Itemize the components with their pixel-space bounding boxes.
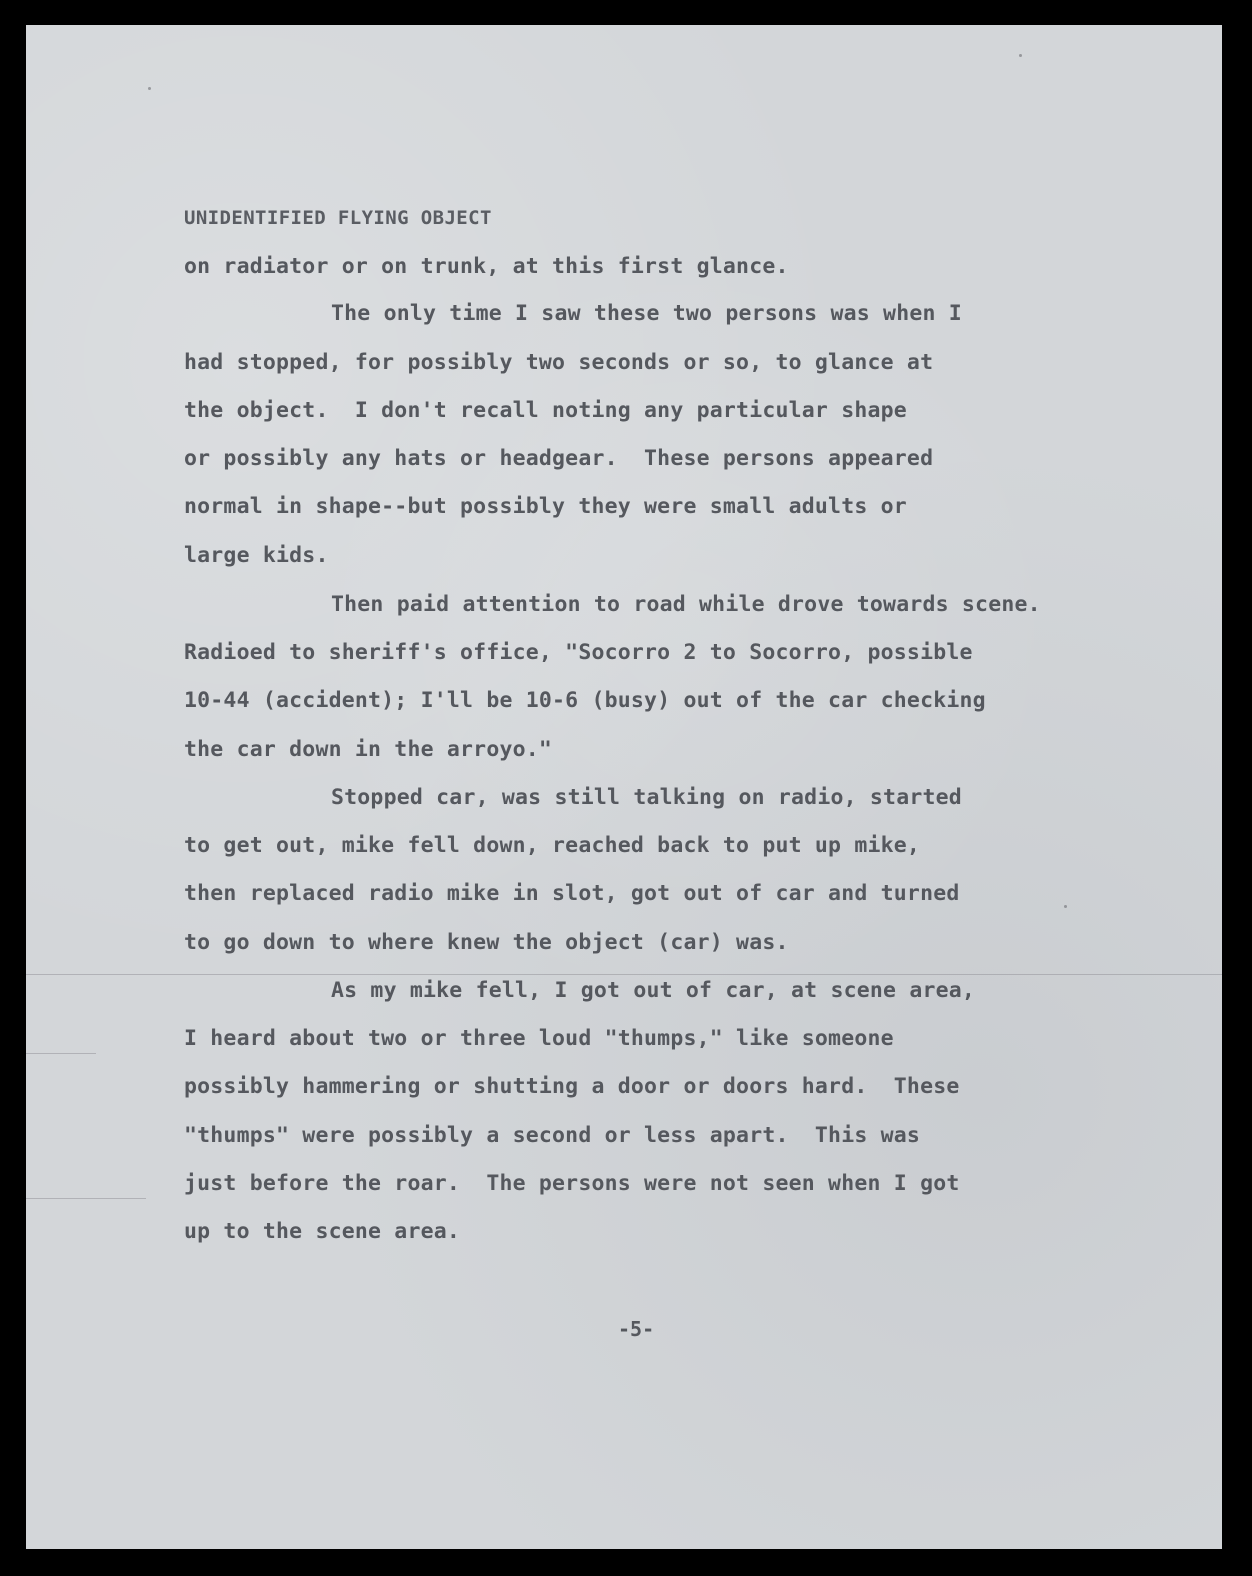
text-line: Then paid attention to road while drove towards scene. xyxy=(331,592,1041,617)
document-page xyxy=(26,25,1222,1549)
text-line: "thumps" were possibly a second or less apart. This was xyxy=(184,1123,921,1148)
text-line: then replaced radio mike in slot, got out of car and turned xyxy=(184,881,960,906)
paper-speck xyxy=(148,87,151,90)
paper-speck xyxy=(1019,54,1022,57)
text-line: on radiator or on trunk, at this first glance. xyxy=(184,254,789,279)
text-line: the car down in the arroyo." xyxy=(184,737,553,762)
text-line: the object. I don't recall noting any particular shape xyxy=(184,398,907,423)
fold-line-upper xyxy=(26,974,1222,975)
document-heading: UNIDENTIFIED FLYING OBJECT xyxy=(184,207,492,229)
text-line: just before the roar. The persons were not seen when I got xyxy=(184,1171,960,1196)
text-line: normal in shape--but possibly they were small adults or xyxy=(184,494,907,519)
fold-line-left-b xyxy=(26,1198,146,1199)
page-number: -5- xyxy=(618,1317,655,1341)
text-line: The only time I saw these two persons was when I xyxy=(331,301,962,326)
text-line: 10-44 (accident); I'll be 10-6 (busy) out of the car checking xyxy=(184,688,986,713)
text-line: had stopped, for possibly two seconds or so, to glance at xyxy=(184,350,934,375)
text-line: Radioed to sheriff's office, "Socorro 2 to Socorro, possible xyxy=(184,640,973,665)
text-line: possibly hammering or shutting a door or doors hard. These xyxy=(184,1074,960,1099)
text-line: As my mike fell, I got out of car, at scene area, xyxy=(331,978,976,1003)
text-line: Stopped car, was still talking on radio, started xyxy=(331,785,962,810)
paper-speck xyxy=(1064,905,1067,908)
text-line: to go down to where knew the object (car) was. xyxy=(184,930,789,955)
text-line: I heard about two or three loud "thumps," like someone xyxy=(184,1026,894,1051)
text-line: up to the scene area. xyxy=(184,1219,461,1244)
text-line: or possibly any hats or headgear. These persons appeared xyxy=(184,446,934,471)
text-line: to get out, mike fell down, reached back to put up mike, xyxy=(184,833,921,858)
fold-line-left-a xyxy=(26,1053,96,1054)
text-line: large kids. xyxy=(184,543,329,568)
